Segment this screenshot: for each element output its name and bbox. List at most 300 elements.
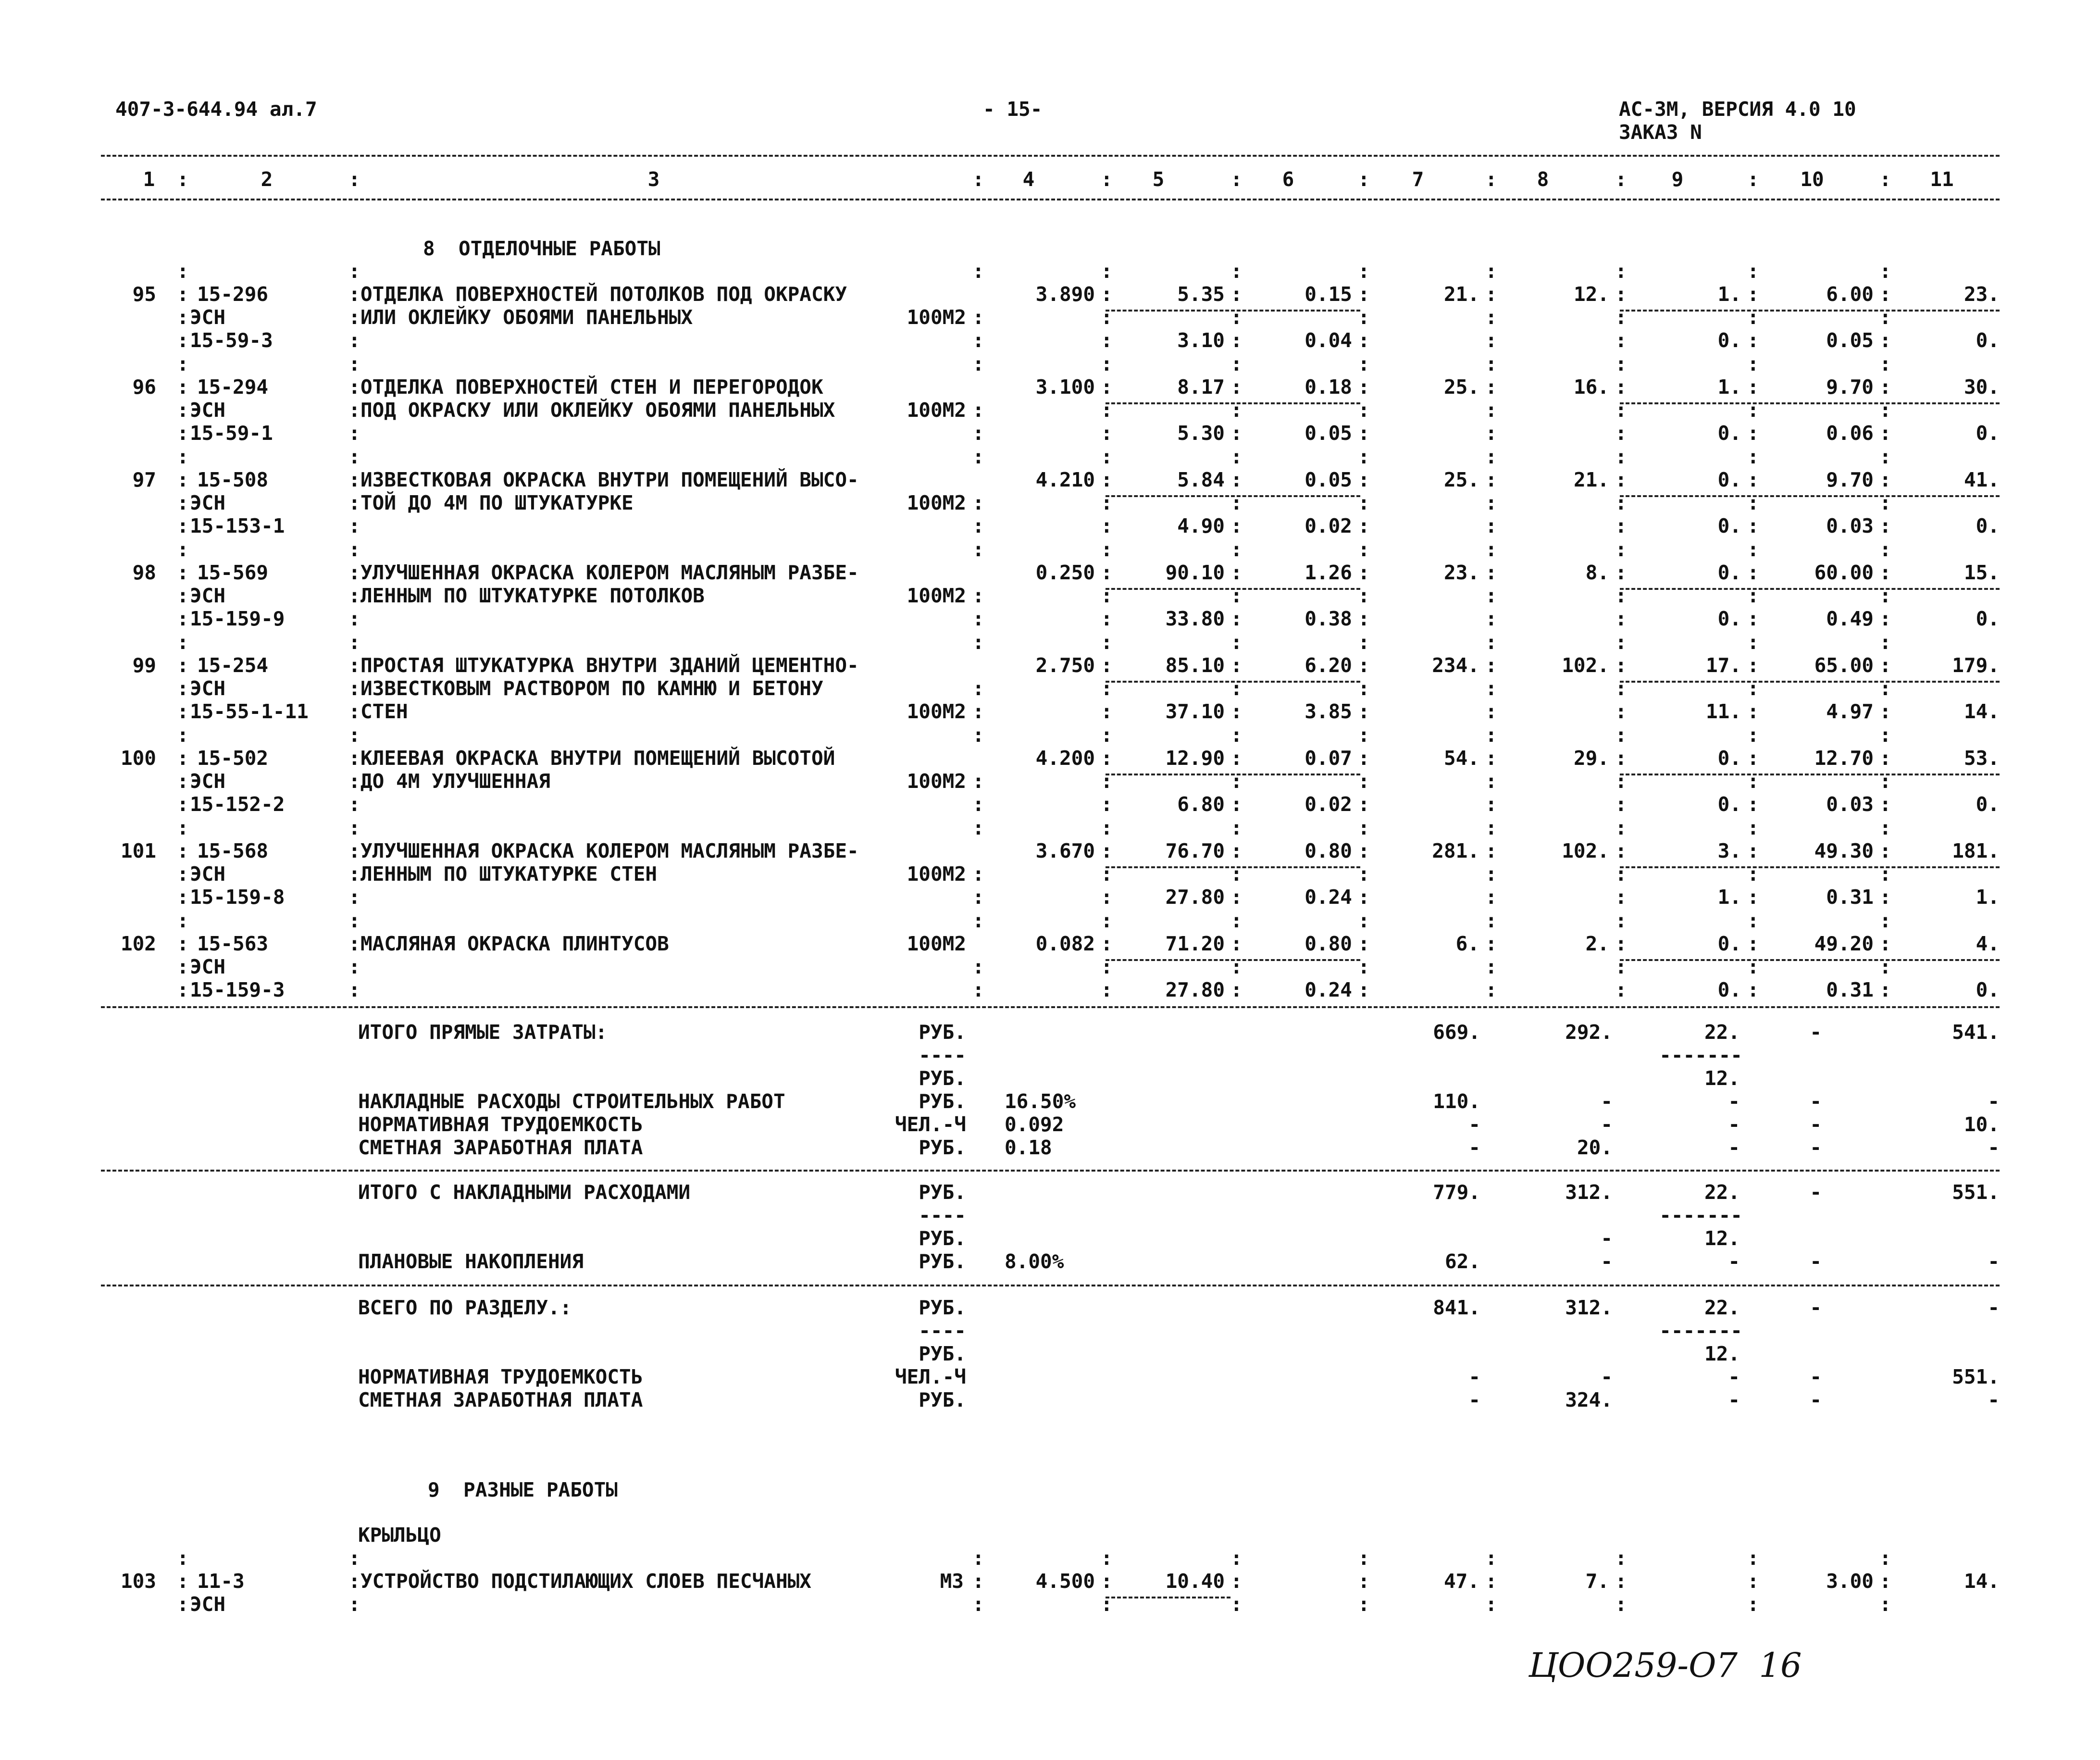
column-separator: : <box>1615 677 1627 700</box>
unit: 100М2 <box>907 584 966 607</box>
section-rule <box>101 1006 2000 1008</box>
column-separator: : <box>1230 283 1243 306</box>
column-separator: : <box>177 1547 189 1570</box>
subline <box>1620 402 2000 404</box>
value-c9: 0. <box>1717 561 1741 584</box>
column-separator: : <box>1615 770 1627 793</box>
value-c5b: 3.10 <box>1177 329 1225 352</box>
column-separator: : <box>1230 352 1243 375</box>
column-separator: : <box>1879 793 1891 816</box>
value-c7: 54. <box>1443 747 1479 770</box>
column-separator: : <box>1747 422 1759 445</box>
subline <box>1106 402 1360 404</box>
column-separator: : <box>972 770 984 793</box>
column-separator: : <box>348 445 360 468</box>
column-separator: : <box>1879 1547 1891 1570</box>
column-separator: : <box>1485 422 1497 445</box>
column-separator: : <box>1747 1593 1759 1616</box>
norm-code: 11-3 <box>197 1570 245 1593</box>
value-c11: 4. <box>1976 932 2000 955</box>
value-c8: 16. <box>1573 375 1609 399</box>
column-separator: : <box>177 352 189 375</box>
value-c10b: 0.49 <box>1826 607 1874 630</box>
value-c6: 0.05 <box>1305 468 1352 491</box>
total-c9: 22. <box>1704 1296 1740 1319</box>
column-separator: : <box>1230 491 1243 514</box>
column-separator: : <box>1615 306 1627 329</box>
column-separator: : <box>1101 700 1113 723</box>
column-separator: : <box>1230 1593 1243 1616</box>
column-separator: : <box>1358 445 1370 468</box>
value-c7: 47. <box>1443 1570 1479 1593</box>
total-c10: - <box>1810 1181 1822 1204</box>
total-c9: - <box>1728 1090 1740 1113</box>
program-version: АС-ЗМ, ВЕРСИЯ 4.0 10 <box>1619 98 1856 121</box>
total-unit: РУБ. <box>919 1342 966 1365</box>
value-c9: 1. <box>1717 375 1741 399</box>
column-separator: : <box>1747 538 1759 561</box>
column-separator: : <box>1101 607 1113 630</box>
column-separator: : <box>1358 306 1370 329</box>
work-description: ЛЕННЫМ ПО ШТУКАТУРКЕ ПОТОЛКОВ <box>360 584 705 607</box>
column-separator: : <box>1230 724 1243 747</box>
column-separator: : <box>1101 909 1113 932</box>
value-c4: 4.200 <box>1035 747 1095 770</box>
column-separator: : <box>177 978 189 1001</box>
value-c11b: 0. <box>1976 978 2000 1001</box>
column-separator: : <box>1485 584 1497 607</box>
value-c5: 5.35 <box>1177 283 1225 306</box>
subline <box>1620 495 2000 497</box>
column-separator: : <box>1358 724 1370 747</box>
work-description: ИЛИ ОКЛЕЙКУ ОБОЯМИ ПАНЕЛЬНЫХ <box>360 306 693 329</box>
unit: 100М2 <box>907 306 966 329</box>
subsection-title: КРЫЛЬЦО <box>358 1523 441 1547</box>
value-c10: 49.30 <box>1814 839 1874 862</box>
work-description: МАСЛЯНАЯ ОКРАСКА ПЛИНТУСОВ <box>360 932 669 955</box>
column-separator: : <box>1879 747 1891 770</box>
column-separator: : <box>1747 1570 1759 1593</box>
column-separator: : <box>1485 491 1497 514</box>
column-separator: : <box>1101 816 1113 839</box>
total-c9: 12. <box>1704 1067 1740 1090</box>
total-c7: 110. <box>1433 1090 1480 1113</box>
price-reference: 15-159-3 <box>190 978 285 1001</box>
total-unit: РУБ. <box>919 1250 966 1273</box>
column-separator: : <box>1879 260 1891 283</box>
header-top-rule <box>101 155 2000 157</box>
column-separator: : <box>1358 561 1370 584</box>
value-c4: 3.890 <box>1035 283 1095 306</box>
column-separator: : <box>1747 168 1759 191</box>
column-separator: : <box>972 514 984 537</box>
column-separator: : <box>972 329 984 352</box>
section-title: 9 РАЗНЫЕ РАБОТЫ <box>428 1478 618 1501</box>
value-c8: 102. <box>1562 654 1609 677</box>
work-description: УЛУЧШЕННАЯ ОКРАСКА КОЛЕРОМ МАСЛЯНЫМ РАЗБЕ- <box>360 561 859 584</box>
column-separator: : <box>1485 747 1497 770</box>
column-separator: : <box>1747 724 1759 747</box>
value-c10b: 0.31 <box>1826 886 1874 909</box>
total-c11: 551. <box>1952 1365 2000 1388</box>
value-c4: 2.750 <box>1035 654 1095 677</box>
column-separator: : <box>1747 747 1759 770</box>
column-separator: : <box>1230 793 1243 816</box>
column-separator: : <box>1615 1547 1627 1570</box>
column-separator: : <box>1615 422 1627 445</box>
column-separator: : <box>1615 724 1627 747</box>
column-separator: : <box>348 168 360 191</box>
column-separator: : <box>1358 955 1370 978</box>
column-separator: : <box>1101 839 1113 862</box>
column-separator: : <box>1879 978 1891 1001</box>
value-c9: 0. <box>1717 747 1741 770</box>
column-separator: : <box>1615 978 1627 1001</box>
column-separator: : <box>1879 839 1891 862</box>
total-rate: 0.092 <box>1005 1113 1064 1136</box>
column-separator: : <box>1879 491 1891 514</box>
subline <box>1106 774 1360 775</box>
column-separator: : <box>177 862 189 886</box>
subline <box>1106 681 1360 683</box>
column-separator: : <box>1615 514 1627 537</box>
column-separator: : <box>1485 168 1497 191</box>
total-c10: - <box>1810 1250 1822 1273</box>
column-header: 11 <box>1930 168 1954 191</box>
column-separator: : <box>1101 1547 1113 1570</box>
column-separator: : <box>1485 283 1497 306</box>
total-c11: - <box>1988 1250 2000 1273</box>
column-separator: : <box>348 422 360 445</box>
column-separator: : <box>1879 932 1891 955</box>
total-label: СМЕТНАЯ ЗАРАБОТНАЯ ПЛАТА <box>358 1136 643 1159</box>
price-reference: 15-59-3 <box>190 329 273 352</box>
norm-source: ЭСН <box>190 584 226 607</box>
column-separator: : <box>1230 399 1243 422</box>
value-c4: 3.670 <box>1035 839 1095 862</box>
work-description: ПРОСТАЯ ШТУКАТУРКА ВНУТРИ ЗДАНИЙ ЦЕМЕНТНО- <box>360 654 859 677</box>
row-number: 98 <box>132 561 156 584</box>
column-separator: : <box>1615 283 1627 306</box>
total-c9-line: ------- <box>1659 1319 1742 1342</box>
column-separator: : <box>348 816 360 839</box>
row-number: 96 <box>132 375 156 399</box>
total-unit: ЧЕЛ.-Ч <box>895 1365 966 1388</box>
value-c10b: 0.03 <box>1826 514 1874 537</box>
value-c5: 90.10 <box>1165 561 1225 584</box>
total-rate: 0.18 <box>1005 1136 1052 1159</box>
value-c9b: 0. <box>1717 329 1741 352</box>
column-separator: : <box>1485 306 1497 329</box>
price-reference: 15-59-1 <box>190 422 273 445</box>
value-c10b: 4.97 <box>1826 700 1874 723</box>
subline <box>1620 959 2000 961</box>
order-number: ЗАКАЗ N <box>1619 121 1702 144</box>
column-separator: : <box>972 677 984 700</box>
column-separator: : <box>177 654 189 677</box>
total-c7: - <box>1468 1365 1480 1388</box>
norm-code: 15-569 <box>197 561 269 584</box>
total-c10: - <box>1810 1365 1822 1388</box>
column-separator: : <box>972 862 984 886</box>
column-separator: : <box>348 399 360 422</box>
totals-rule <box>101 1285 2000 1286</box>
column-separator: : <box>1485 770 1497 793</box>
value-c10: 65.00 <box>1814 654 1874 677</box>
column-separator: : <box>1101 747 1113 770</box>
column-separator: : <box>177 631 189 654</box>
value-c6: 6.20 <box>1305 654 1352 677</box>
unit: 100М2 <box>907 770 966 793</box>
column-separator: : <box>1101 260 1113 283</box>
column-separator: : <box>1747 1547 1759 1570</box>
column-separator: : <box>972 1547 984 1570</box>
column-separator: : <box>177 747 189 770</box>
norm-code: 15-254 <box>197 654 269 677</box>
total-c9: 22. <box>1704 1021 1740 1044</box>
column-separator: : <box>1358 816 1370 839</box>
column-separator: : <box>972 584 984 607</box>
column-separator: : <box>1747 375 1759 399</box>
work-description: ОТДЕЛКА ПОВЕРХНОСТЕЙ ПОТОЛКОВ ПОД ОКРАСКУ <box>360 283 847 306</box>
column-separator: : <box>1879 724 1891 747</box>
subline <box>1620 310 2000 312</box>
column-separator: : <box>1358 839 1370 862</box>
price-reference: 15-159-8 <box>190 886 285 909</box>
column-separator: : <box>1358 375 1370 399</box>
column-separator: : <box>1747 978 1759 1001</box>
value-c9: 17. <box>1705 654 1741 677</box>
column-separator: : <box>1879 955 1891 978</box>
column-separator: : <box>1358 1593 1370 1616</box>
column-separator: : <box>1879 561 1891 584</box>
total-c9: - <box>1728 1250 1740 1273</box>
value-c6: 0.07 <box>1305 747 1352 770</box>
value-c5b: 37.10 <box>1165 700 1225 723</box>
column-separator: : <box>1879 514 1891 537</box>
column-separator: : <box>1747 654 1759 677</box>
column-separator: : <box>1615 747 1627 770</box>
value-c9: 0. <box>1717 932 1741 955</box>
column-separator: : <box>348 468 360 491</box>
column-separator: : <box>348 978 360 1001</box>
total-c8: - <box>1601 1227 1613 1250</box>
column-separator: : <box>1747 352 1759 375</box>
unit: 100М2 <box>907 491 966 514</box>
value-c4: 4.210 <box>1035 468 1095 491</box>
subline <box>1106 1597 1230 1598</box>
column-separator: : <box>177 724 189 747</box>
header-bottom-rule <box>101 199 2000 200</box>
norm-source: ЭСН <box>190 677 226 700</box>
row-number: 103 <box>120 1570 156 1593</box>
row-number: 100 <box>120 747 156 770</box>
column-separator: : <box>1230 978 1243 1001</box>
value-c11b: 1. <box>1976 886 2000 909</box>
column-separator: : <box>972 978 984 1001</box>
work-description: ИЗВЕСТКОВЫМ РАСТВОРОМ ПО КАМНЮ И БЕТОНУ <box>360 677 823 700</box>
row-number: 97 <box>132 468 156 491</box>
total-c11: - <box>1988 1388 2000 1411</box>
column-separator: : <box>177 168 189 191</box>
value-c10: 49.20 <box>1814 932 1874 955</box>
column-separator: : <box>1101 1593 1113 1616</box>
total-label: СМЕТНАЯ ЗАРАБОТНАЯ ПЛАТА <box>358 1388 643 1411</box>
value-c9b: 0. <box>1717 607 1741 630</box>
value-c6b: 0.24 <box>1305 978 1352 1001</box>
column-separator: : <box>1879 909 1891 932</box>
column-separator: : <box>1230 468 1243 491</box>
value-c11b: 0. <box>1976 793 2000 816</box>
total-unit: ЧЕЛ.-Ч <box>895 1113 966 1136</box>
value-c5: 12.90 <box>1165 747 1225 770</box>
value-c4: 0.250 <box>1035 561 1095 584</box>
value-c4: 3.100 <box>1035 375 1095 399</box>
column-separator: : <box>1879 445 1891 468</box>
value-c8: 29. <box>1573 747 1609 770</box>
column-separator: : <box>1101 1570 1113 1593</box>
column-separator: : <box>1615 399 1627 422</box>
column-separator: : <box>1879 886 1891 909</box>
column-separator: : <box>1101 445 1113 468</box>
work-description: УСТРОЙСТВО ПОДСТИЛАЮЩИХ СЛОЕВ ПЕСЧАНЫХ <box>360 1570 811 1593</box>
price-reference: 15-55-1-11 <box>190 700 309 723</box>
work-description: СТЕН <box>360 700 408 723</box>
norm-source: ЭСН <box>190 306 226 329</box>
total-label: ИТОГО ПРЯМЫЕ ЗАТРАТЫ: <box>358 1021 608 1044</box>
column-separator: : <box>1230 862 1243 886</box>
total-rate: 8.00% <box>1005 1250 1064 1273</box>
column-separator: : <box>1358 422 1370 445</box>
column-separator: : <box>1615 491 1627 514</box>
column-separator: : <box>1485 793 1497 816</box>
column-separator: : <box>348 793 360 816</box>
column-separator: : <box>1230 329 1243 352</box>
column-separator: : <box>1747 561 1759 584</box>
total-dashes: ---- <box>919 1319 966 1342</box>
value-c6b: 0.04 <box>1305 329 1352 352</box>
subline <box>1106 588 1360 590</box>
value-c5: 71.20 <box>1165 932 1225 955</box>
total-c8: 324. <box>1565 1388 1613 1411</box>
column-separator: : <box>1615 1570 1627 1593</box>
column-separator: : <box>1230 839 1243 862</box>
column-separator: : <box>1879 862 1891 886</box>
column-separator: : <box>1485 631 1497 654</box>
column-separator: : <box>1879 468 1891 491</box>
column-separator: : <box>1358 329 1370 352</box>
column-separator: : <box>1358 1547 1370 1570</box>
value-c5: 8.17 <box>1177 375 1225 399</box>
column-separator: : <box>1485 677 1497 700</box>
work-description: ТОЙ ДО 4М ПО ШТУКАТУРКЕ <box>360 491 634 514</box>
total-unit: РУБ. <box>919 1090 966 1113</box>
column-separator: : <box>1615 329 1627 352</box>
column-separator: : <box>1615 607 1627 630</box>
column-separator: : <box>1615 375 1627 399</box>
column-separator: : <box>177 770 189 793</box>
column-separator: : <box>972 260 984 283</box>
column-separator: : <box>1615 839 1627 862</box>
column-separator: : <box>1101 654 1113 677</box>
value-c9: 0. <box>1717 468 1741 491</box>
column-separator: : <box>1230 1570 1243 1593</box>
value-c11b: 14. <box>1963 700 2000 723</box>
norm-code: 15-294 <box>197 375 269 399</box>
column-separator: : <box>177 561 189 584</box>
column-header: 7 <box>1412 168 1424 191</box>
column-separator: : <box>348 677 360 700</box>
column-separator: : <box>1879 654 1891 677</box>
value-c6: 1.26 <box>1305 561 1352 584</box>
column-separator: : <box>1485 839 1497 862</box>
value-c6b: 0.38 <box>1305 607 1352 630</box>
column-separator: : <box>1358 283 1370 306</box>
column-separator: : <box>177 538 189 561</box>
column-separator: : <box>1358 654 1370 677</box>
column-separator: : <box>1747 886 1759 909</box>
column-separator: : <box>1485 1547 1497 1570</box>
column-separator: : <box>1879 631 1891 654</box>
column-separator: : <box>1747 700 1759 723</box>
column-separator: : <box>1230 816 1243 839</box>
column-separator: : <box>1101 793 1113 816</box>
value-c10: 12.70 <box>1814 747 1874 770</box>
column-separator: : <box>1747 445 1759 468</box>
total-c10: - <box>1810 1021 1822 1044</box>
column-separator: : <box>177 260 189 283</box>
column-separator: : <box>1879 700 1891 723</box>
row-number: 102 <box>120 932 156 955</box>
column-separator: : <box>177 700 189 723</box>
norm-code: 15-563 <box>197 932 269 955</box>
column-separator: : <box>348 839 360 862</box>
column-separator: : <box>1615 168 1627 191</box>
column-separator: : <box>1358 260 1370 283</box>
column-separator: : <box>1358 468 1370 491</box>
norm-code: 15-296 <box>197 283 269 306</box>
column-separator: : <box>1879 1593 1891 1616</box>
value-c11b: 0. <box>1976 329 2000 352</box>
total-c7: 841. <box>1433 1296 1480 1319</box>
column-separator: : <box>1101 631 1113 654</box>
column-separator: : <box>1879 399 1891 422</box>
column-separator: : <box>1101 422 1113 445</box>
unit: 100М2 <box>907 862 966 886</box>
column-separator: : <box>1747 839 1759 862</box>
value-c6b: 0.05 <box>1305 422 1352 445</box>
value-c10b: 0.06 <box>1826 422 1874 445</box>
column-separator: : <box>177 909 189 932</box>
column-separator: : <box>1615 584 1627 607</box>
value-c9b: 0. <box>1717 514 1741 537</box>
total-label: НОРМАТИВНАЯ ТРУДОЕМКОСТЬ <box>358 1113 643 1136</box>
value-c6: 0.15 <box>1305 283 1352 306</box>
subline <box>1106 866 1360 868</box>
column-separator: : <box>348 352 360 375</box>
column-separator: : <box>1879 283 1891 306</box>
column-separator: : <box>1879 168 1891 191</box>
column-separator: : <box>1358 793 1370 816</box>
value-c11: 181. <box>1952 839 2000 862</box>
value-c11b: 0. <box>1976 607 2000 630</box>
unit: 100М2 <box>907 700 966 723</box>
column-separator: : <box>177 445 189 468</box>
column-separator: : <box>1358 677 1370 700</box>
column-separator: : <box>177 329 189 352</box>
total-c8: - <box>1601 1090 1613 1113</box>
value-c6b: 0.24 <box>1305 886 1352 909</box>
